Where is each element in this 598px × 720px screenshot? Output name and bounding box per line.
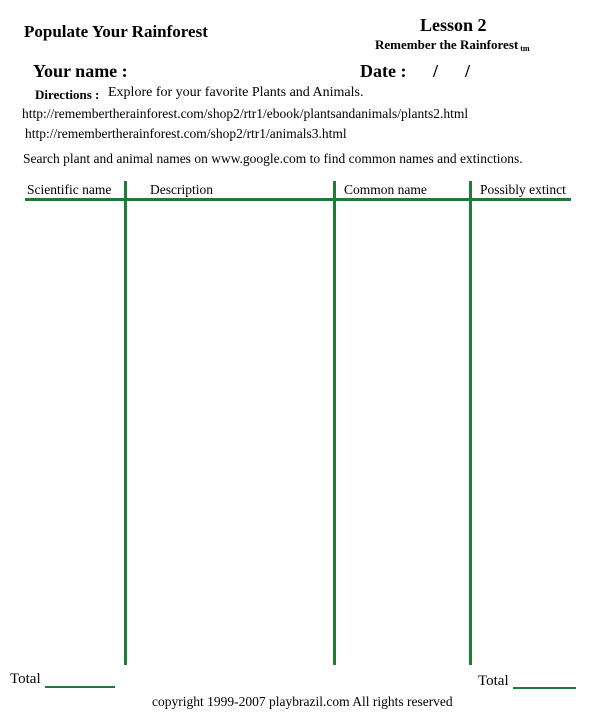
date-separator: / bbox=[465, 61, 471, 81]
plants-url: http://remembertherainforest.com/shop2/rtr1/ebook/plantsandanimals/plants2.html bbox=[22, 106, 469, 121]
column-divider bbox=[333, 181, 336, 665]
copyright-notice: copyright 1999-2007 playbrazil.com All rights reserved bbox=[152, 694, 453, 709]
directions-text: Explore for your favorite Plants and Animals. bbox=[108, 85, 364, 100]
search-note: Search plant and animal names on www.google.com to find common names and extinctions. bbox=[23, 151, 523, 166]
column-header-scientific-name: Scientific name bbox=[27, 182, 112, 197]
page-title: Populate Your Rainforest bbox=[24, 22, 208, 41]
total-label-right: Total bbox=[478, 673, 509, 689]
lesson-subtitle bbox=[375, 37, 530, 53]
date-separator: / bbox=[433, 61, 439, 81]
date-label: Date : bbox=[360, 61, 407, 81]
trademark-mark: tm bbox=[520, 44, 530, 53]
total-line-left bbox=[45, 686, 115, 688]
lesson-number: Lesson 2 bbox=[420, 15, 487, 35]
total-label-left: Total bbox=[10, 671, 41, 687]
column-divider bbox=[124, 181, 127, 665]
total-line-right bbox=[513, 687, 576, 689]
name-label: Your name : bbox=[33, 61, 128, 81]
table-header-rule bbox=[25, 198, 571, 201]
directions-label: Directions : bbox=[35, 87, 100, 102]
column-divider bbox=[469, 181, 472, 665]
subtitle-text: Remember the Rainforest bbox=[375, 37, 519, 52]
column-header-common-name: Common name bbox=[344, 182, 427, 197]
column-header-possibly-extinct: Possibly extinct bbox=[480, 182, 566, 197]
animals-url: http://remembertherainforest.com/shop2/rtr1/animals3.html bbox=[25, 126, 347, 141]
column-header-description: Description bbox=[150, 182, 213, 197]
